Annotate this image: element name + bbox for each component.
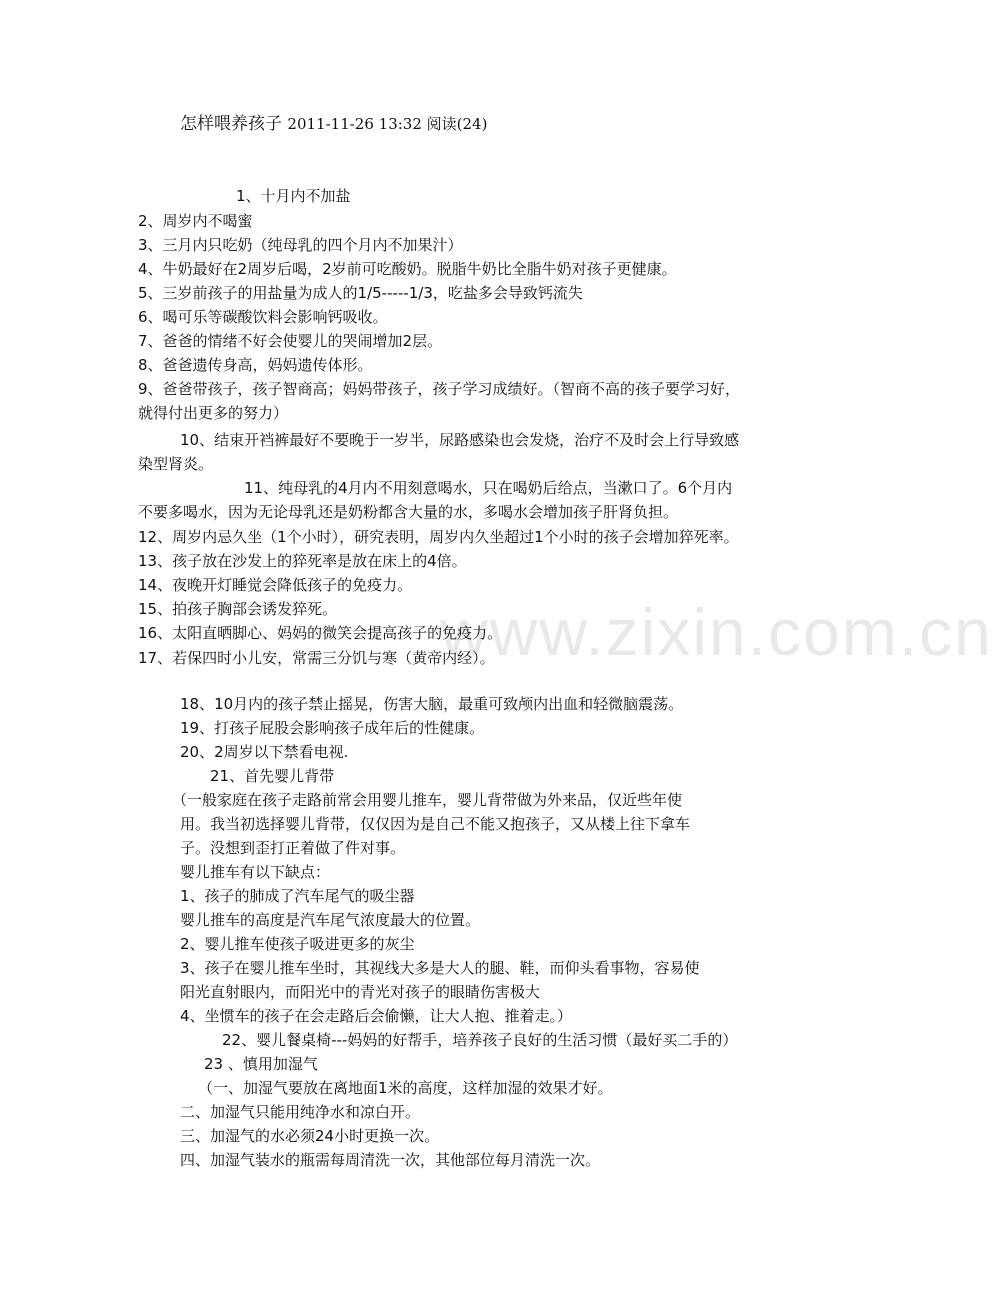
list-item: 22、婴儿餐桌椅---妈妈的好帮手，培养孩子良好的生活习惯（最好买二手的） [222,1031,738,1049]
list-item: 13、孩子放在沙发上的猝死率是放在床上的4倍。 [138,552,467,570]
list-item: 2、婴儿推车使孩子吸进更多的灰尘 [180,935,415,953]
list-item: 就得付出更多的努力） [138,404,289,422]
list-item: 20、2周岁以下禁看电视. [180,743,349,761]
list-item: 11、纯母乳的4月内不用刻意喝水，只在喝奶后给点，当漱口了。6个月内 [244,479,733,497]
list-item: 染型肾炎。 [138,455,214,473]
list-item: 10、结束开裆裤最好不要晚于一岁半，尿路感染也会发烧，治疗不及时会上行导致感 [180,431,740,449]
list-item: 子。没想到歪打正着做了件对事。 [180,839,406,857]
list-item: 婴儿推车有以下缺点： [180,863,331,881]
title-heading: 怎样喂养孩子 [180,114,282,134]
watermark: www.zixin.com.cn [440,595,993,669]
list-item: 18、10月内的孩子禁止摇晃，伤害大脑，最重可致颅内出血和轻微脑震荡。 [180,695,684,713]
list-item: 1、十月内不加盐 [236,187,351,205]
list-item: 3、三月内只吃奶（纯母乳的四个月内不加果汁） [138,236,463,254]
list-item: 23 、慎用加湿气 [204,1055,318,1073]
list-item: 21、首先婴儿背带 [210,767,335,785]
list-item: 1、孩子的肺成了汽车尾气的吸尘器 [180,887,415,905]
list-item: 婴儿推车的高度是汽车尾气浓度最大的位置。 [180,911,481,929]
list-item: 四、加湿气装水的瓶需每周清洗一次，其他部位每月清洗一次。 [180,1151,601,1169]
list-item: 14、夜晚开灯睡觉会降低孩子的免疫力。 [138,576,413,594]
title-meta: 2011-11-26 13:32 阅读(24) [287,115,488,133]
list-item: （一般家庭在孩子走路前常会用婴儿推车，婴儿背带做为外来品，仅近些年使 [172,791,683,809]
list-item: 4、牛奶最好在2周岁后喝，2岁前可吃酸奶。脱脂牛奶比全脂牛奶对孩子更健康。 [138,260,677,278]
list-item: 3、孩子在婴儿推车坐时，其视线大多是大人的腿、鞋，而仰头看事物，容易使 [180,959,700,977]
list-item: 7、爸爸的情绪不好会使婴儿的哭闹增加2层。 [138,332,443,350]
list-item: （一、加湿气要放在离地面1米的高度，这样加湿的效果才好。 [198,1079,613,1097]
list-item: 15、拍孩子胸部会诱发猝死。 [138,600,338,618]
list-item: 6、喝可乐等碳酸饮料会影响钙吸收。 [138,308,388,326]
list-item: 三、加湿气的水必须24小时更换一次。 [180,1127,440,1145]
list-item: 二、加湿气只能用纯净水和凉白开。 [180,1103,421,1121]
list-item: 2、周岁内不喝蜜 [138,212,253,230]
list-item: 17、若保四时小儿安，常需三分饥与寒（黄帝内经）。 [138,649,495,667]
list-item: 4、坐惯车的孩子在会走路后会偷懒，让大人抱、推着走。） [180,1007,573,1025]
list-item: 19、打孩子屁股会影响孩子成年后的性健康。 [180,719,485,737]
list-item: 用。我当初选择婴儿背带，仅仅因为是自己不能又抱孩子，又从楼上往下拿车 [180,815,691,833]
list-item: 5、三岁前孩子的用盐量为成人的1/5-----1/3，吃盐多会导致钙流失 [138,284,583,302]
list-item: 8、爸爸遗传身高，妈妈遗传体形。 [138,356,373,374]
list-item: 9、爸爸带孩子，孩子智商高；妈妈带孩子，孩子学习成绩好。（智商不高的孩子要学习好， [138,380,741,398]
list-item: 阳光直射眼内，而阳光中的青光对孩子的眼睛伤害极大 [180,983,541,1001]
list-item: 16、太阳直晒脚心、妈妈的微笑会提高孩子的免疫力。 [138,624,503,642]
list-item: 不要多喝水，因为无论母乳还是奶粉都含大量的水，多喝水会增加孩子肝肾负担。 [138,503,679,521]
list-item: 12、周岁内忌久坐（1个小时），研究表明，周岁内久坐超过1个小时的孩子会增加猝死率。 [138,528,739,546]
document-title [180,114,487,134]
